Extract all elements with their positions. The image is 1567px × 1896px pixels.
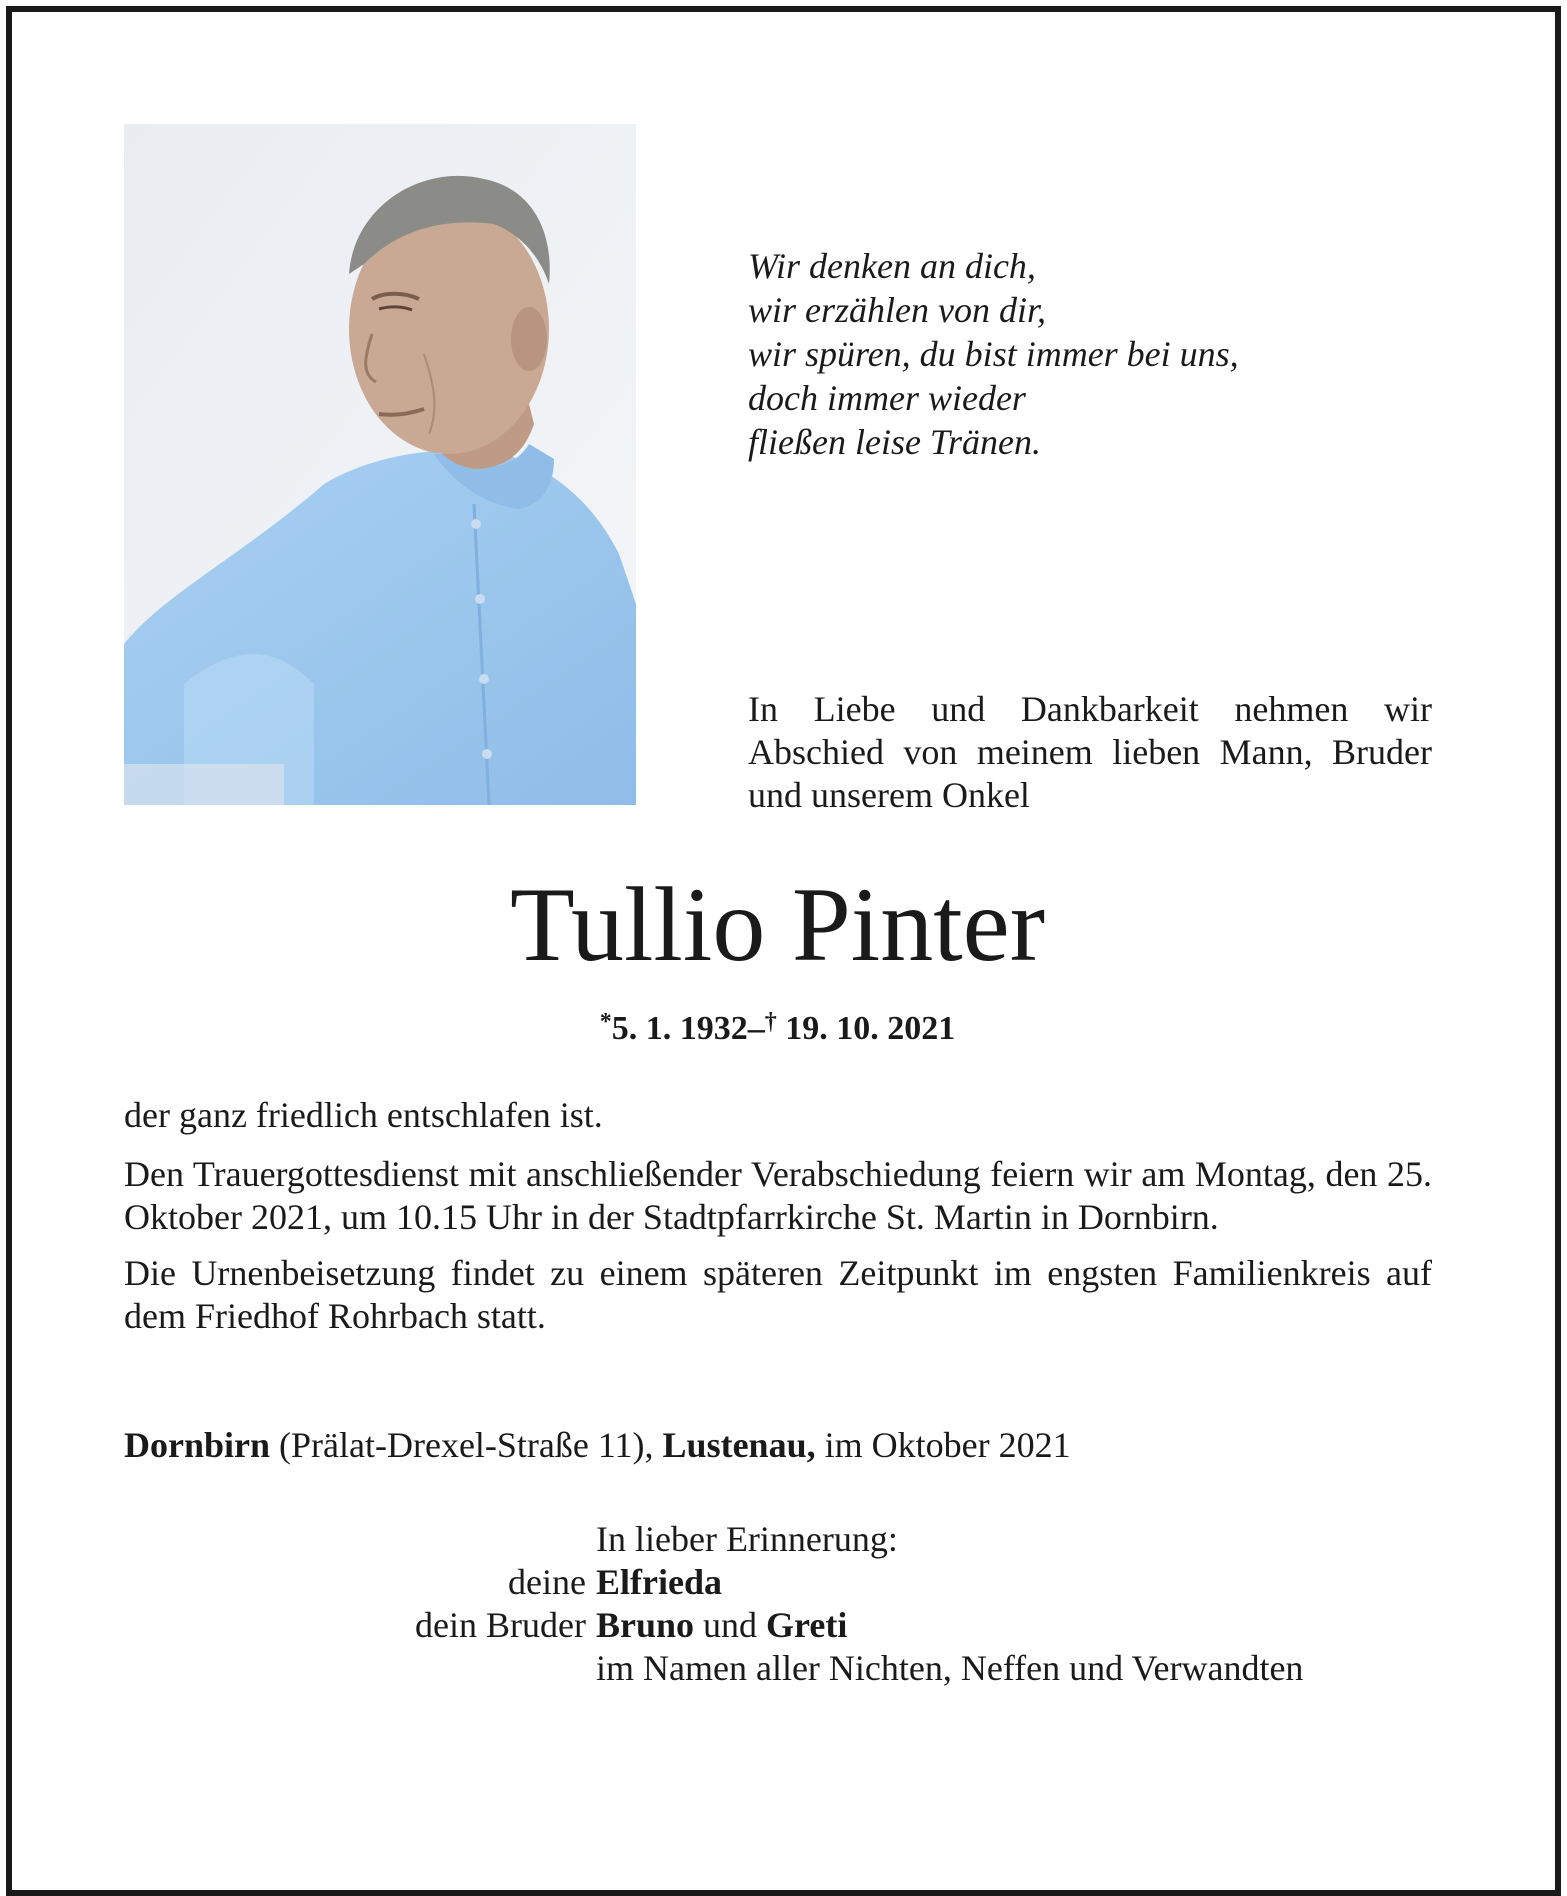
death-symbol: † xyxy=(764,1009,777,1035)
poem-line: fließen leise Tränen. xyxy=(748,422,1041,462)
address: (Prälat-Drexel-Straße 11), xyxy=(270,1425,663,1465)
intro-text: In Liebe und Dankbarkeit nehmen wir Abschied von meinem lieben Mann, Bruder und unserem Onkel xyxy=(748,689,1432,815)
portrait-photo xyxy=(124,124,636,805)
signoff-closing-row xyxy=(0,1647,1436,1690)
birth-symbol: * xyxy=(599,1009,612,1035)
signoff-heading: In lieber Erinnerung: xyxy=(596,1519,898,1559)
life-dates xyxy=(0,1000,1555,1051)
poem-line: doch immer wieder xyxy=(748,378,1026,418)
signoff-closing: im Namen aller Nichten, Neffen und Verwandten xyxy=(596,1648,1304,1688)
death-date: 19. 10. 2021 xyxy=(785,1010,956,1047)
body-line-peaceful: der ganz friedlich entschlafen ist. xyxy=(124,1095,603,1135)
mourner-name: Bruno xyxy=(596,1605,695,1645)
city-dornbirn: Dornbirn xyxy=(124,1425,271,1465)
mourner-name: Greti xyxy=(766,1605,848,1645)
announcement-body xyxy=(124,1094,1432,1351)
poem-line: wir spüren, du bist immer bei uns, xyxy=(748,334,1239,374)
joiner: und xyxy=(694,1605,767,1645)
poem xyxy=(748,244,1239,464)
date-separator: – xyxy=(747,1010,765,1047)
signoff xyxy=(0,1518,1436,1690)
burial-paragraph: Die Urnenbeisetzung findet zu einem späteren Zeitpunkt im engsten Familienkreis auf dem Friedhof Rohrbach statt. xyxy=(124,1253,1432,1336)
service-paragraph: Den Trauergottesdienst mit anschließender Verabschiedung feiern wir am Montag, den 25. Oktober 2021, um 10.15 Uhr in der Stadtpfarrkirche St. Martin in Dornbirn. xyxy=(124,1154,1432,1237)
mourner-name: Elfrieda xyxy=(596,1562,722,1602)
poem-line: Wir denken an dich, xyxy=(748,246,1036,286)
deceased-name: Tullio Pinter xyxy=(509,866,1046,983)
poem-line: wir erzählen von dir, xyxy=(748,290,1047,330)
signoff-row xyxy=(0,1604,1436,1647)
portrait-illustration xyxy=(124,124,636,805)
relation-label: dein Bruder xyxy=(415,1605,586,1645)
signoff-heading-row xyxy=(0,1518,1436,1561)
place-date-line xyxy=(124,1424,1071,1467)
relation-label: deine xyxy=(508,1562,586,1602)
birth-date: 5. 1. 1932 xyxy=(611,1010,748,1047)
signoff-row xyxy=(0,1561,1436,1604)
city-lustenau: Lustenau, xyxy=(662,1425,816,1465)
month-year: im Oktober 2021 xyxy=(815,1425,1071,1465)
